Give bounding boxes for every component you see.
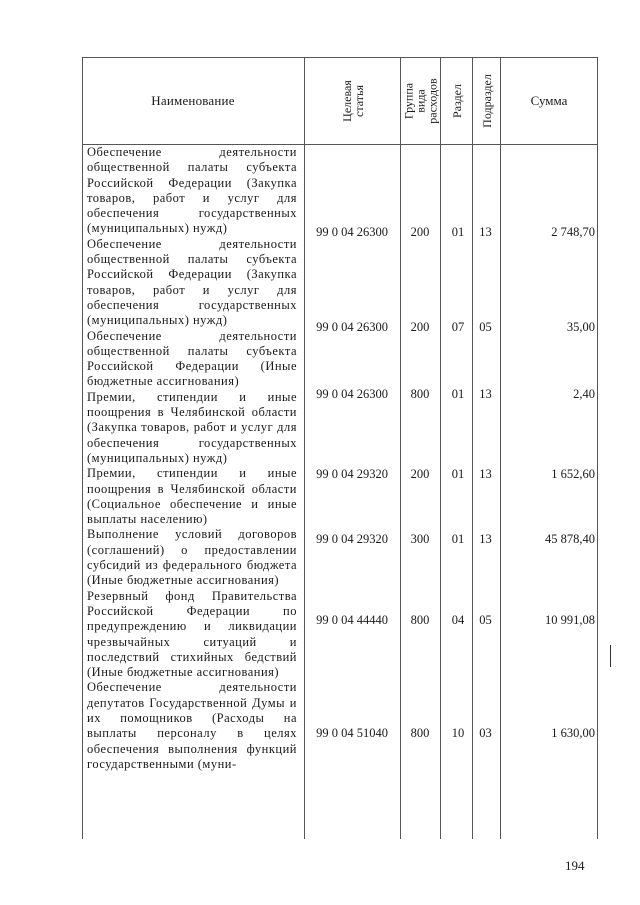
row-section: 07	[451, 320, 465, 334]
budget-table	[82, 57, 598, 839]
row-code: 99 0 04 44440	[316, 613, 388, 627]
row-group: 800	[410, 726, 430, 740]
row-name: Премии, стипендии и иные поощрения в Челябинской области (Социальное обеспечение и иные выплаты населению)	[87, 466, 297, 527]
row-name: Выполнение условий договоров (соглашений) о предоставлении субсидий из федерального бюджета (Иные бюджетные ассигнования)	[87, 527, 297, 588]
header-sum-label: Сумма	[530, 93, 568, 108]
row-group: 800	[410, 387, 430, 401]
column-divider	[472, 58, 473, 839]
header-section	[441, 58, 472, 144]
row-subsection: 03	[479, 726, 492, 740]
row-sum: 2,40	[573, 387, 595, 401]
table-border-left	[82, 58, 83, 839]
row-group: 800	[410, 613, 430, 627]
row-code: 99 0 04 26300	[316, 320, 388, 334]
column-divider	[400, 58, 401, 839]
row-section: 10	[451, 726, 465, 740]
row-name: Премии, стипендии и иные поощрения в Челябинской области (Закупка товаров, работ и услуг для обеспечения государственных (муниципальных) нужд)	[87, 389, 297, 465]
row-section: 01	[451, 532, 465, 546]
header-subsection	[473, 58, 500, 144]
row-section: 01	[451, 225, 465, 239]
header-target-article-label: Целевая статья	[339, 80, 366, 122]
header-subsection-label: Подраздел	[479, 74, 494, 128]
row-sum: 35,00	[566, 320, 595, 334]
row-sum: 2 748,70	[551, 225, 595, 239]
row-sum: 10 991,08	[545, 613, 595, 627]
row-subsection: 05	[479, 613, 492, 627]
row-name: Резервный фонд Правительства Российской Федерации по предупреждению и ликвидации чрезвычайных ситуаций и последствий стихийных бедствий (Иные бюджетные ассигнования)	[87, 588, 297, 680]
row-section: 01	[451, 467, 465, 481]
column-divider	[440, 58, 441, 839]
row-group: 200	[410, 225, 430, 239]
row-name: Обеспечение деятельности общественной палаты субъекта Российской Федерации (Закупка товаров, работ и услуг для обеспечения государственных (муниципальных) нужд)	[87, 236, 297, 328]
margin-mark	[610, 645, 611, 667]
row-code: 99 0 04 29320	[316, 467, 388, 481]
row-code: 99 0 04 29320	[316, 532, 388, 546]
column-divider	[304, 58, 305, 839]
row-group: 200	[410, 320, 430, 334]
row-code: 99 0 04 26300	[316, 387, 388, 401]
row-sum: 45 878,40	[545, 532, 595, 546]
table-border-right	[597, 58, 598, 839]
header-name	[82, 58, 304, 144]
row-subsection: 05	[479, 320, 492, 334]
row-group: 300	[410, 532, 430, 546]
header-section-label: Раздел	[449, 84, 464, 118]
row-subsection: 13	[479, 467, 492, 481]
row-subsection: 13	[479, 532, 492, 546]
header-name-label: Наименование	[151, 93, 235, 108]
header-expense-group-label: Группа вида расходов	[401, 78, 440, 124]
row-sum: 1 630,00	[551, 726, 595, 740]
page-number: 194	[565, 858, 585, 873]
row-code: 99 0 04 51040	[316, 726, 388, 740]
header-target-article	[305, 58, 400, 144]
row-subsection: 13	[479, 387, 492, 401]
column-divider	[500, 58, 501, 839]
names-column	[87, 145, 297, 772]
row-name: Обеспечение деятельности депутатов Государственной Думы и их помощников (Расходы на выплаты персоналу в целях обеспечения выполнения функций государственными (муни-	[87, 680, 297, 771]
row-code: 99 0 04 26300	[316, 225, 388, 239]
row-section: 01	[451, 387, 465, 401]
row-sum: 1 652,60	[551, 467, 595, 481]
header-sum	[500, 58, 598, 144]
row-name: Обеспечение деятельности общественной палаты субъекта Российской Федерации (Закупка товаров, работ и услуг для обеспечения государственных (муниципальных) нужд)	[87, 145, 297, 236]
header-expense-group	[401, 58, 440, 144]
row-section: 04	[451, 613, 465, 627]
row-group: 200	[410, 467, 430, 481]
row-subsection: 13	[479, 225, 492, 239]
row-name: Обеспечение деятельности общественной палаты субъекта Российской Федерации (Иные бюджетные ассигнования)	[87, 328, 297, 389]
